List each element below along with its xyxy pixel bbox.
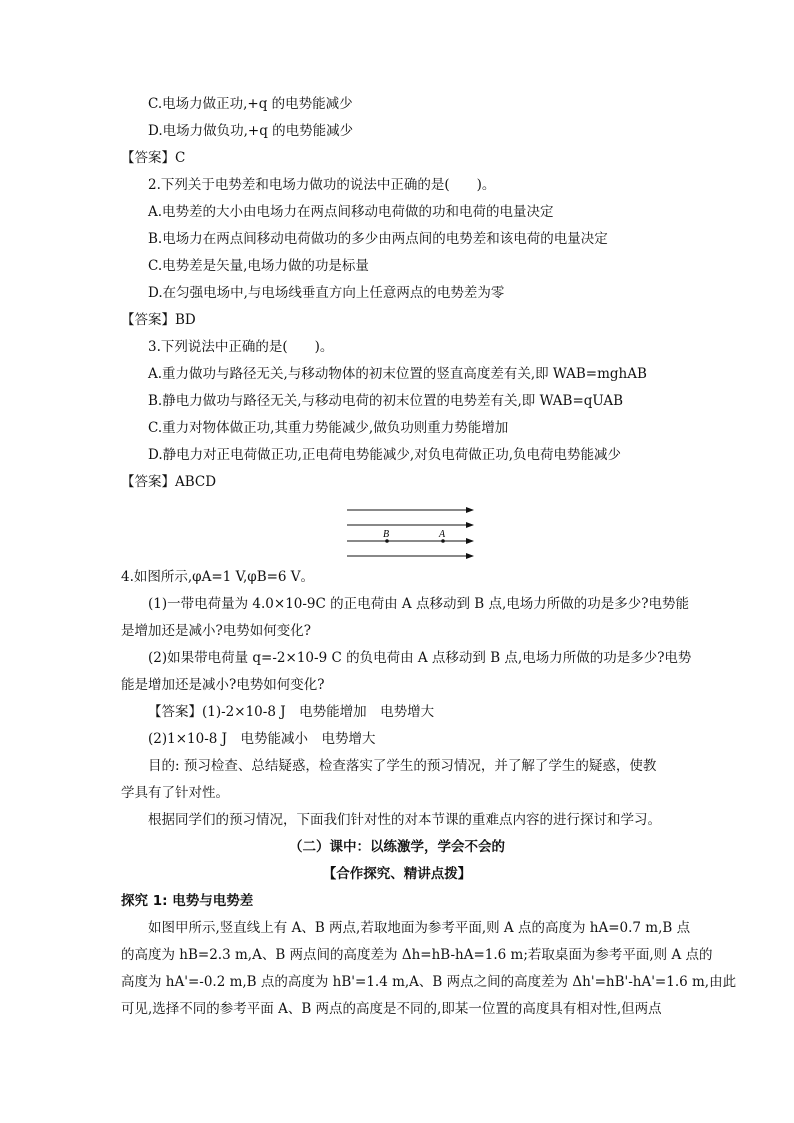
line-5: B.电场力在两点间移动电荷做功的多少由两点间的电势差和该电荷的电量决定 [148, 231, 608, 247]
explore-title: 探究 1: 电势与电势差 [121, 893, 254, 909]
line-7: D.在匀强电场中,与电场线垂直方向上任意两点的电势差为零 [148, 285, 505, 301]
line-1: D.电场力做负功,+q 的电势能减少 [148, 123, 354, 139]
line-0: C.电场力做正功,+q 的电势能减少 [148, 96, 353, 112]
line-17: 是增加还是减小?电势如何变化? [121, 623, 311, 639]
answer-1: 【答案】C [121, 150, 186, 166]
label-a: A [439, 529, 446, 540]
summary-line: 根据同学们的预习情况，下面我们针对性的对本节课的重难点内容的进行探讨和学习。 [148, 812, 661, 828]
field-lines-figure [345, 502, 485, 562]
line-21: (2)1×10-8 J 电势能减小 电势增大 [148, 731, 376, 747]
para-4: 可见,选择不同的参考平面 A、B 两点的高度是不同的,即某一位置的高度具有相对性,但两点 [121, 1001, 662, 1017]
line-16: (1)一带电荷量为 4.0×10-9C 的正电荷由 A 点移动到 B 点,电场力所做的功是多少?电势能 [148, 596, 690, 612]
para-2: 的高度为 hB=2.3 m,A、B 两点间的高度差为 Δh=hB-hA=1.6 m;若取桌面为参考平面,则 A 点的 [121, 947, 713, 963]
question-2: 2.下列关于电势差和电场力做功的说法中正确的是( )。 [148, 177, 496, 193]
answer-2: 【答案】BD [121, 312, 196, 328]
purpose-2: 学具有了针对性。 [121, 785, 229, 801]
question-3: 3.下列说法中正确的是( )。 [148, 339, 334, 355]
para-3: 高度为 hA'=-0.2 m,B 点的高度为 hB'=1.4 m,A、B 两点之间的高度差为 Δh'=hB'-hA'=1.6 m,由此 [121, 974, 737, 990]
line-12: C.重力对物体做正功,其重力势能减少,做负功则重力势能增加 [148, 420, 509, 436]
line-18: (2)如果带电荷量 q=-2×10-9 C 的负电荷由 A 点移动到 B 点,电场力所做的功是多少?电势 [148, 650, 692, 666]
line-10: A.重力做功与路径无关,与移动物体的初末位置的竖直高度差有关,即 WAB=mghAB [148, 366, 647, 382]
answer-3: 【答案】ABCD [121, 474, 217, 490]
para-1: 如图甲所示,竖直线上有 A、B 两点,若取地面为参考平面,则 A 点的高度为 hA=0.7 m,B 点 [148, 920, 691, 936]
section-heading: （二）课中：以练激学，学会不会的 [289, 839, 505, 855]
line-19: 能是增加还是减小?电势如何变化? [121, 677, 325, 693]
answer-4: 【答案】(1)-2×10-8 J 电势能增加 电势增大 [148, 704, 435, 720]
line-6: C.电势差是矢量,电场力做的功是标量 [148, 258, 369, 274]
question-4: 4.如图所示,φA=1 V,φB=6 V。 [121, 569, 315, 585]
subheading: 【合作探究、精讲点拨】 [322, 866, 472, 882]
label-b: B [383, 529, 390, 540]
line-4: A.电势差的大小由电场力在两点间移动电荷做的功和电荷的电量决定 [148, 204, 554, 220]
purpose-1: 目的: 预习检查、总结疑惑，检查落实了学生的预习情况，并了解了学生的疑惑，使教 [148, 758, 657, 774]
line-13: D.静电力对正电荷做正功,正电荷电势能减少,对负电荷做正功,负电荷电势能减少 [148, 447, 622, 463]
line-11: B.静电力做功与路径无关,与移动电荷的初末位置的电势差有关,即 WAB=qUAB [148, 393, 624, 409]
